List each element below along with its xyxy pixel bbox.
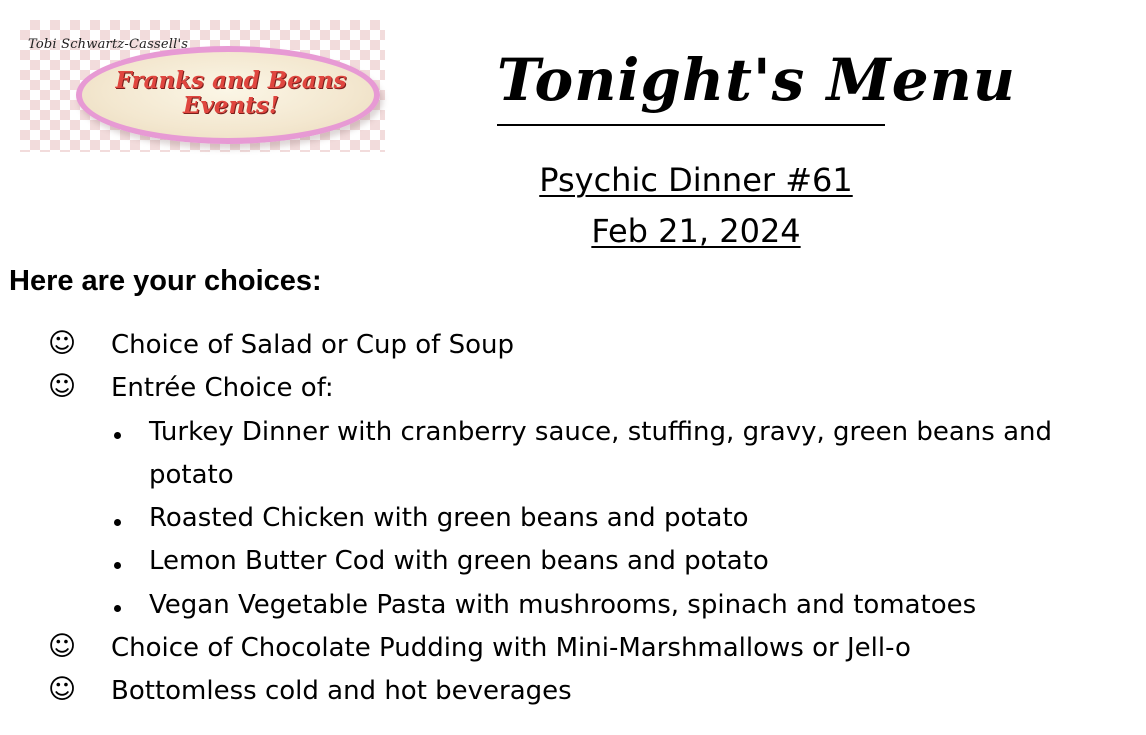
entree-item-cod: Lemon Butter Cod with green beans and potato: [149, 546, 769, 576]
logo-title: [86, 68, 376, 118]
smiley-icon: ☺: [48, 371, 77, 402]
smiley-icon: ☺: [48, 631, 77, 662]
entree-item-chicken: Roasted Chicken with green beans and potato: [149, 503, 749, 533]
logo-title-line-1: Franks and Beans: [115, 67, 347, 94]
bullet-icon: [114, 432, 121, 439]
franks-and-beans-logo: [20, 20, 385, 152]
entree-item-pasta: Vegan Vegetable Pasta with mushrooms, spinach and tomatoes: [149, 590, 977, 620]
event-date: [496, 211, 896, 251]
bullet-icon: [114, 562, 121, 569]
event-name-text: Psychic Dinner #61: [539, 161, 853, 199]
logo-title-line-2: Events!: [183, 92, 279, 119]
choice-item-entree: Entrée Choice of:: [111, 373, 334, 403]
choices-intro: Here are your choices:: [9, 265, 322, 297]
bullet-icon: [114, 519, 121, 526]
event-name: [496, 160, 896, 200]
logo-tagline: Tobi Schwartz-Cassell's: [28, 37, 189, 52]
smiley-icon: ☺: [48, 674, 77, 705]
event-date-text: Feb 21, 2024: [591, 212, 801, 250]
choice-item-salad-soup: Choice of Salad or Cup of Soup: [111, 330, 514, 360]
choice-item-beverages: Bottomless cold and hot beverages: [111, 676, 572, 706]
page-title: Tonight's Menu: [497, 40, 885, 126]
entree-item-turkey-line-2: potato: [149, 460, 234, 490]
bullet-icon: [114, 605, 121, 612]
smiley-icon: ☺: [48, 328, 77, 359]
choice-item-dessert: Choice of Chocolate Pudding with Mini-Marshmallows or Jell-o: [111, 633, 911, 663]
entree-item-turkey-line-1: Turkey Dinner with cranberry sauce, stuffing, gravy, green beans and: [149, 417, 1052, 447]
